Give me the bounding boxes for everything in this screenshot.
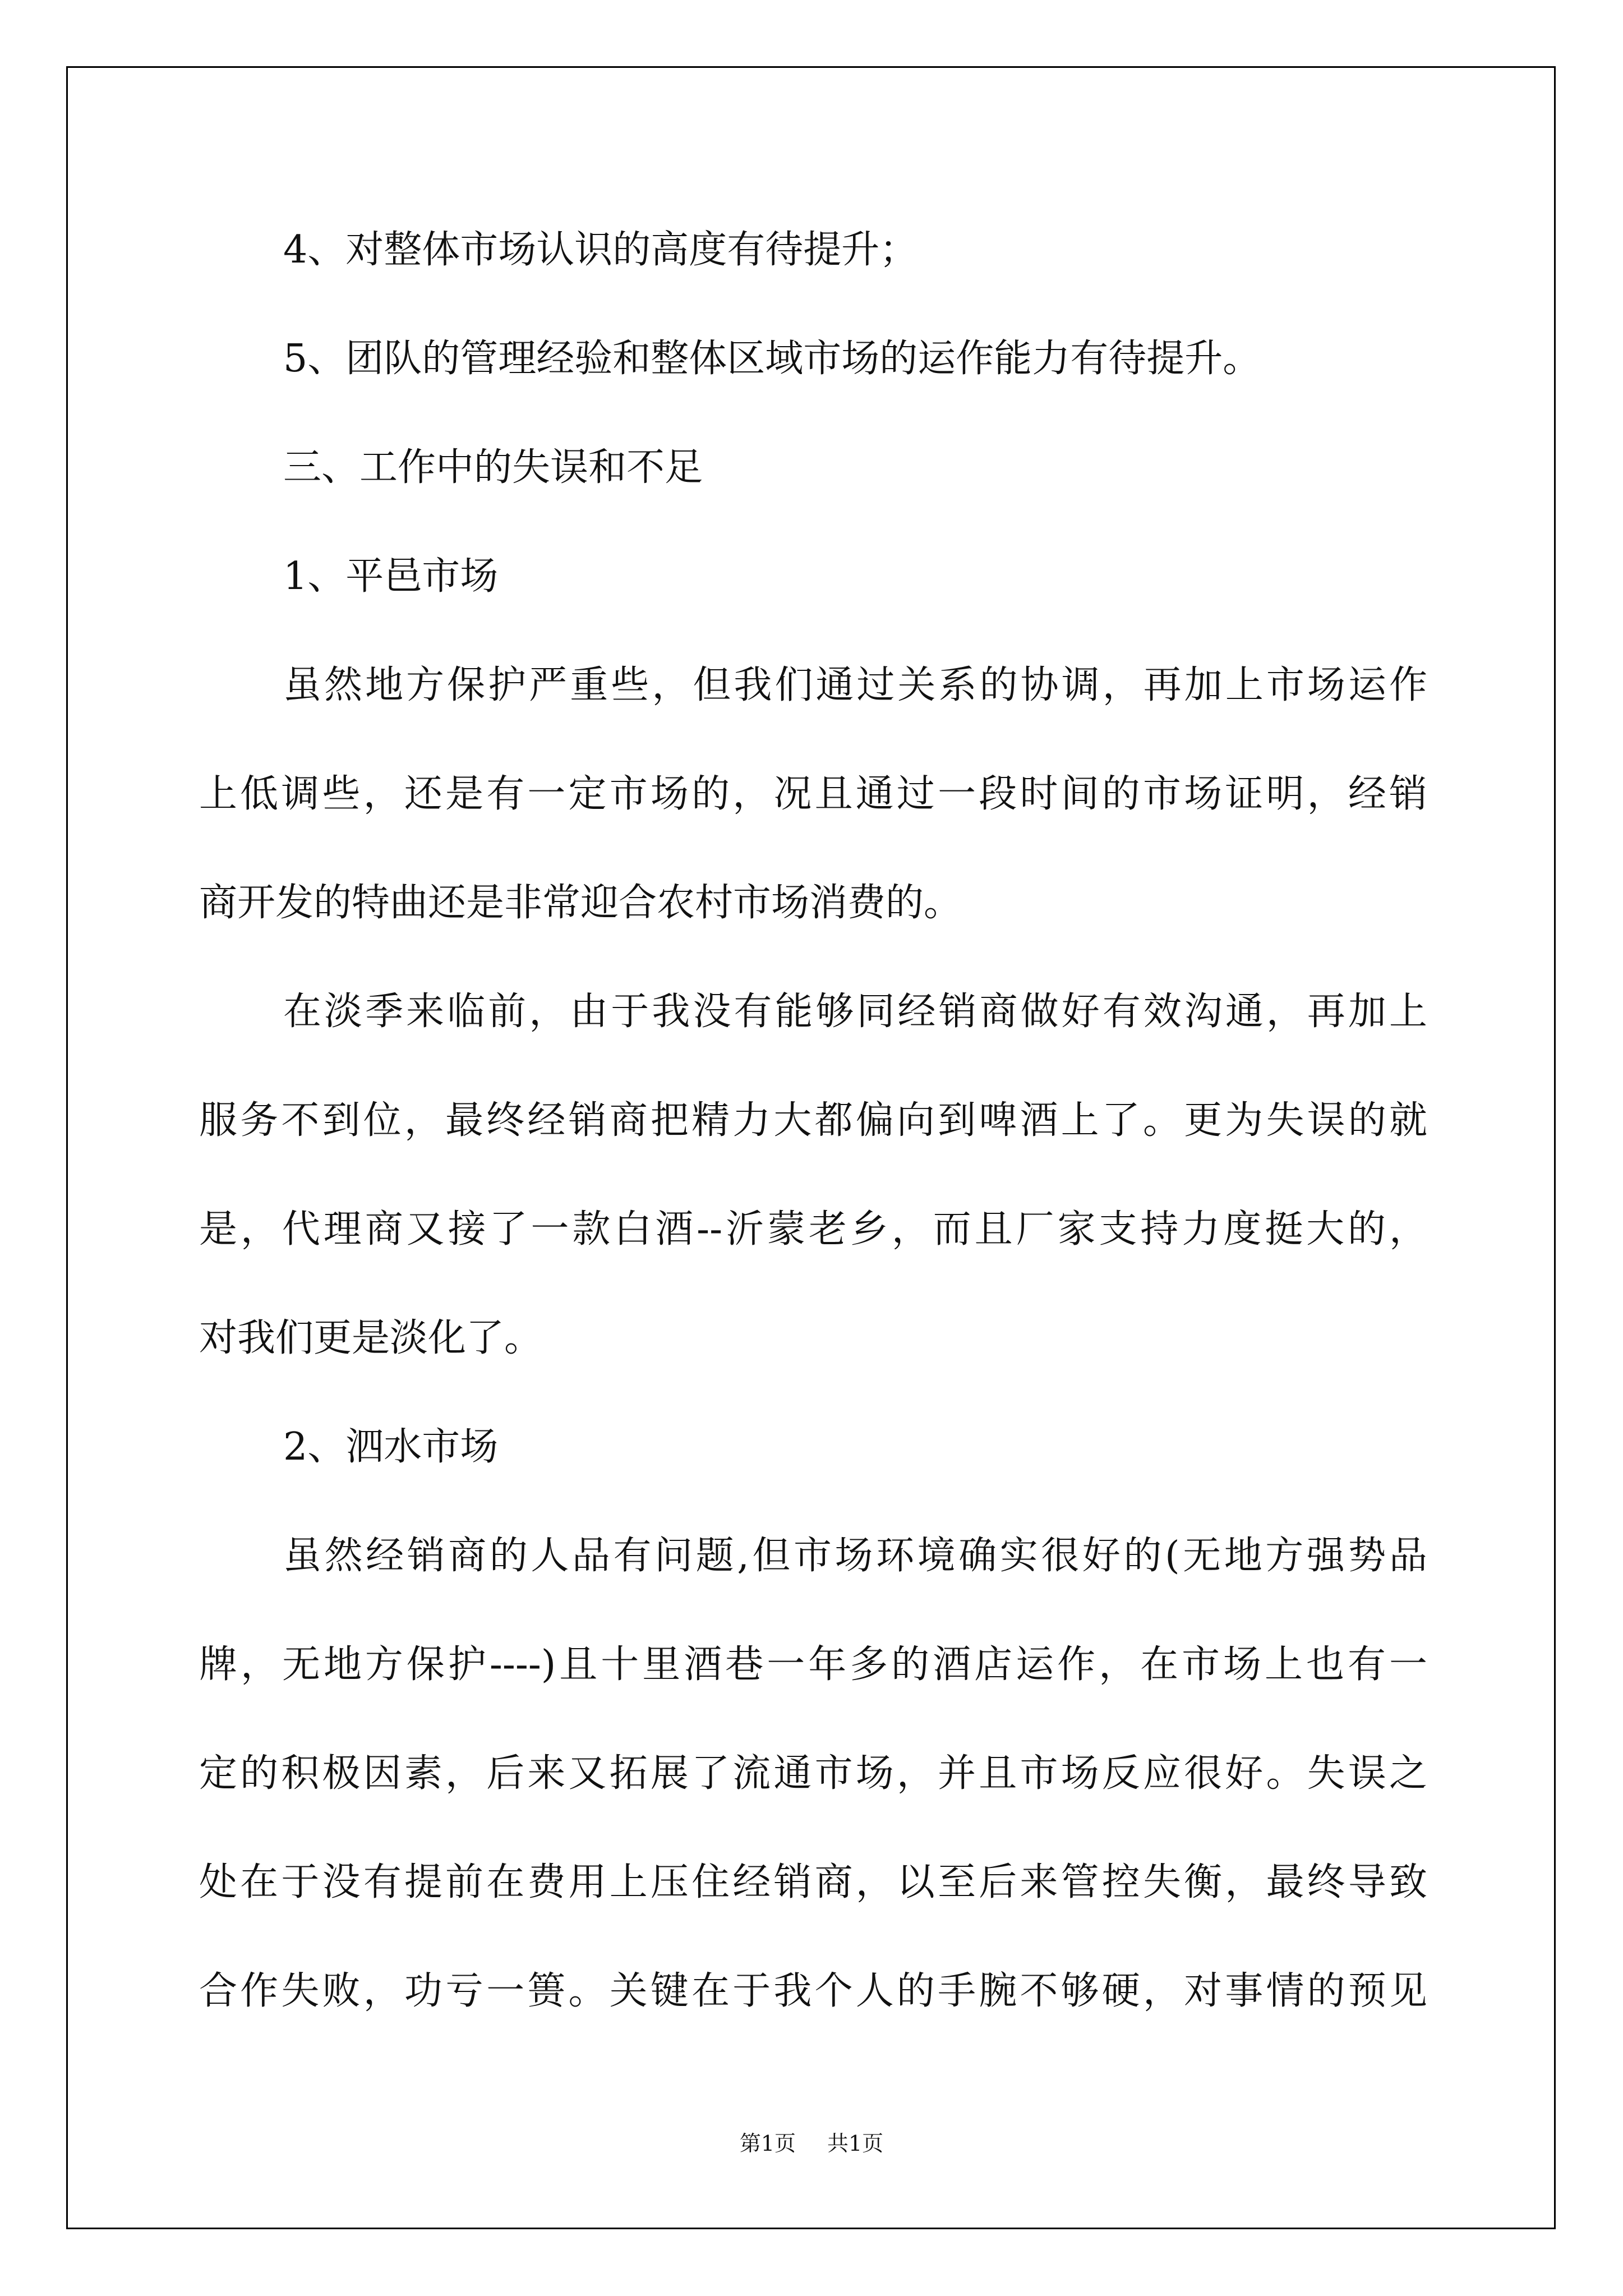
paragraph-line: 虽然地方保护严重些，但我们通过关系的协调，再加上市场运作 <box>283 663 1427 707</box>
paragraph-line: 服务不到位，最终经销商把精力大都偏向到啤酒上了。更为失误的就 <box>199 1098 1427 1143</box>
paragraph-line: 牌，无地方保护----)且十里酒巷一年多的酒店运作，在市场上也有一 <box>199 1642 1427 1687</box>
paragraph-line: 处在于没有提前在费用上压住经销商，以至后来管控失衡，最终导致 <box>199 1860 1427 1904</box>
paragraph-line: 对我们更是淡化了。 <box>199 1316 543 1360</box>
subsection-heading-2: 2、泗水市场 <box>283 1425 499 1469</box>
paragraph-line: 上低调些，还是有一定市场的，况且通过一段时间的市场证明，经销 <box>199 772 1427 816</box>
page-border <box>66 66 1556 2229</box>
subsection-heading-1: 1、平邑市场 <box>283 554 499 599</box>
page-footer <box>0 2126 1623 2157</box>
page-total: 共1页 <box>827 2131 884 2156</box>
page-number: 第1页 <box>739 2131 796 2156</box>
paragraph-line: 是，代理商又接了一款白酒--沂蒙老乡，而且厂家支持力度挺大的， <box>199 1207 1427 1251</box>
paragraph-line: 合作失败，功亏一篑。关键在于我个人的手腕不够硬，对事情的预见 <box>199 1969 1427 2013</box>
paragraph-line: 虽然经销商的人品有问题,但市场环境确实很好的(无地方强势品 <box>283 1534 1427 1578</box>
paragraph-line: 定的积极因素，后来又拓展了流通市场，并且市场反应很好。失误之 <box>199 1751 1427 1796</box>
paragraph-line: 商开发的特曲还是非常迎合农村市场消费的。 <box>199 881 962 925</box>
section-heading: 三、工作中的失误和不足 <box>283 445 703 490</box>
paragraph-line: 在淡季来临前，由于我没有能够同经销商做好有效沟通，再加上 <box>283 990 1427 1034</box>
list-item-5: 5、团队的管理经验和整体区域市场的运作能力有待提升。 <box>283 337 1261 381</box>
list-item-4: 4、对整体市场认识的高度有待提升； <box>283 228 918 272</box>
